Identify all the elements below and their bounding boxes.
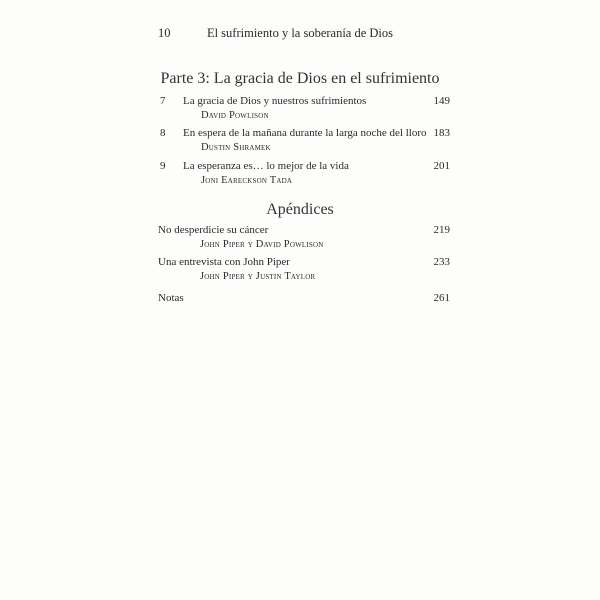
appendices-heading: Apéndices (266, 201, 334, 218)
appendix-title: Una entrevista con John Piper (158, 256, 290, 268)
chapter-number: 9 (160, 160, 166, 172)
chapter-title: En espera de la mañana durante la larga noche del lloro (183, 127, 427, 139)
running-head (0, 26, 600, 46)
running-head-title: El sufrimiento y la soberanía de Dios (206, 26, 394, 40)
chapter-number: 7 (160, 95, 166, 107)
notes-page: 261 (433, 292, 450, 304)
chapter-author: David Powlison (201, 110, 269, 121)
chapter-title: La gracia de Dios y nuestros sufrimientos (183, 95, 367, 107)
notes-title: Notas (158, 292, 184, 304)
appendix-page: 233 (433, 256, 450, 268)
chapter-page: 183 (433, 127, 450, 139)
appendix-page: 219 (433, 224, 450, 236)
part-heading: Parte 3: La gracia de Dios en el sufrimiento (160, 70, 440, 87)
appendix-author: John Piper y David Powlison (200, 239, 324, 250)
chapter-page: 201 (433, 160, 450, 172)
chapter-number: 8 (160, 127, 166, 139)
page-number: 10 (158, 26, 171, 40)
appendix-title: No desperdicie su cáncer (158, 224, 269, 236)
chapter-author: Joni Eareckson Tada (201, 175, 293, 186)
chapter-author: Dustin Shramek (201, 142, 271, 153)
chapter-title: La esperanza es… lo mejor de la vida (183, 160, 349, 172)
appendix-author: John Piper y Justin Taylor (200, 271, 316, 282)
chapter-page: 149 (433, 95, 450, 107)
